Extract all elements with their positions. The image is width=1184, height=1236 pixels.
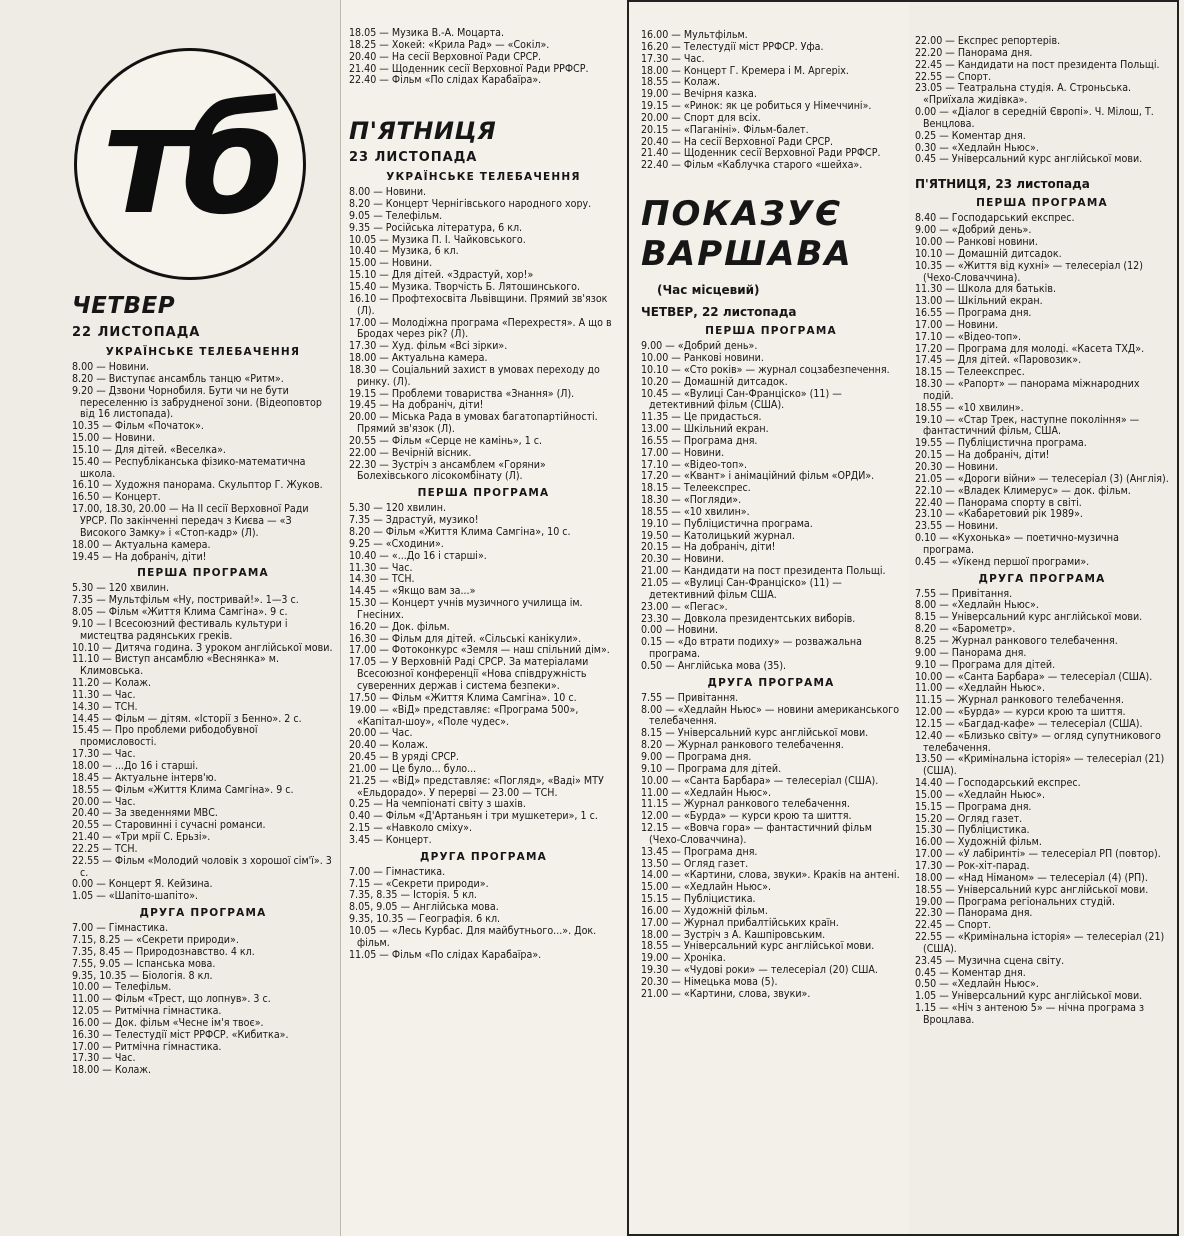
program-item: 1.05 — «Шапіто-шапіто». [72, 890, 199, 903]
program-item: 10.35 — Фільм «Початок». [72, 420, 204, 433]
program-item: 11.30 — Час. [72, 688, 136, 701]
program-item: 8.25 — Журнал ранкового телебачення. [915, 634, 1118, 647]
program-item: 21.40 — Щоденник сесії Верховної Ради РРФСР. [349, 62, 589, 75]
program-item: 9.10 — І Всесоюзний фестиваль культури і мистецтва радянських греків. [72, 617, 291, 642]
program-item: 19.00 — Програма регіональних студій. [915, 895, 1116, 908]
program-item: 22.55 — Фільм «Молодий чоловік з хорошої сім'ї». 3 с. [72, 854, 335, 879]
program-item: 22.30 — Панорама дня. [915, 907, 1033, 920]
program-item: 8.00 — «Хедлайн Ньюс». [915, 599, 1039, 612]
program-item: 15.20 — Огляд газет. [915, 812, 1023, 825]
program-item: 18.30 — Соціальний захист в умовах переходу до ринку. (Л). [349, 363, 603, 388]
program-item: 7.35 — Здрастуй, музико! [349, 514, 479, 527]
program-item: 15.00 — Новини. [349, 257, 433, 270]
program-item: 16.10 — Профтехосвіта Львівщини. Прямий зв'язок (Л). [349, 292, 611, 317]
program-item: 3.45 — Концерт. [349, 833, 432, 846]
program-item: 5.30 — 120 хвилин. [72, 582, 170, 595]
program-item: 18.55 — Універсальний курс англійської мови. [641, 940, 875, 953]
program-item: 20.40 — За зведеннями МВС. [72, 807, 218, 820]
program-item: 21.05 — «Вулиці Сан-Франціско» (11) — детективний фільм США. [641, 577, 845, 601]
day-heading: П'ЯТНИЦЯ, 23 листопада [915, 177, 1090, 192]
program-section-title: ДРУГА ПРОГРАМА [707, 676, 835, 689]
program-item: 18.30 — «Рапорт» — панорама міжнародних подій. [915, 378, 1143, 402]
program-item: 11.00 — Фільм «Трест, що лопнув». 3 с. [72, 993, 271, 1006]
program-item: 8.05, 9.05 — Англійська мова. [349, 901, 499, 914]
program-item: 10.10 — Дитяча година. З уроком англійської мови. [72, 641, 333, 654]
program-item: 15.10 — Для дітей. «Здрастуй, хор!» [349, 269, 534, 282]
program-item: 16.30 — Телестудії міст РРФСР. «Кибитка». [72, 1028, 289, 1041]
program-item: 22.55 — Спорт. [915, 70, 992, 83]
warsaw-thursday-schedule [629, 30, 909, 1001]
program-item: 10.20 — Домашній дитсадок. [641, 375, 788, 388]
program-item: 22.40 — Панорама спорту в світі. [915, 496, 1082, 509]
day-heading: ЧЕТВЕР, 22 листопада [641, 305, 797, 320]
program-item: 21.00 — «Картини, слова, звуки». [641, 987, 811, 1000]
program-item: 12.05 — Ритмічна гімнастика. [72, 1005, 222, 1018]
program-item: 19.15 — Проблеми товариства «Знання» (Л). [349, 387, 575, 400]
program-item: 18.55 — Колаж. [641, 76, 721, 89]
program-item: 20.00 — Час. [72, 795, 136, 808]
program-item: 19.45 — На добраніч, діти! [349, 399, 484, 412]
program-item: 20.55 — Фільм «Серце не камінь», 1 с. [349, 434, 543, 447]
program-item: 21.05 — «Дороги війни» — телесеріал (3) (Англія). [915, 472, 1169, 485]
program-item: 17.00, 18.30, 20.00 — На II сесії Верховної Ради УРСР. По закінченні передач з Києва — «З Високого Замку» і «Стоп-кадр» (Л). [72, 503, 312, 539]
program-item: 18.00 — Актуальна камера. [349, 352, 488, 365]
program-item: 5.30 — 120 хвилин. [349, 502, 447, 515]
program-item: 11.35 — Це придасться. [641, 411, 762, 424]
program-items [349, 867, 618, 962]
program-item: 20.40 — Колаж. [349, 739, 429, 752]
program-item: 14.45 — Фільм — дітям. «Історії з Бенно». 2 с. [72, 712, 302, 725]
program-item: 18.05 — Музика В.-А. Моцарта. [349, 27, 505, 39]
program-item: 7.15, 8.25 — «Секрети природи». [72, 933, 239, 946]
column-friday-ukraine [340, 0, 626, 1236]
section-list [915, 196, 1169, 1027]
program-item: 22.30 — Зустріч з ансамблем «Горяни» Болехівського лісокомбінату (Л). [349, 458, 549, 483]
program-item: 23.05 — Театральна студія. А. Строньська. «Приїхала жидівка». [915, 82, 1135, 107]
program-item: 22.45 — Спорт. [915, 919, 992, 932]
program-item: 8.20 — Фільм «Життя Клима Самгіна», 10 с. [349, 526, 571, 538]
program-item: 1.05 — Універсальний курс англійської мови. [915, 990, 1143, 1003]
program-item: 9.10 — Програма для дітей. [641, 762, 782, 775]
program-item: 19.45 — На добраніч, діти! [72, 550, 207, 563]
program-item: 16.00 — Мультфільм. [641, 29, 748, 41]
program-item: 9.00 — «Добрий день». [641, 340, 758, 353]
program-item: 12.15 — «Вовча гора» — фантастичний фільм (Чехо-Словаччина). [641, 822, 875, 846]
program-item: 12.00 — «Бурда» — курси крою та шиття. [915, 706, 1126, 719]
program-item: 17.10 — «Відео-топ». [915, 330, 1022, 343]
program-item: 10.00 — Ранкові новини. [915, 235, 1038, 248]
tv-logo-circle [74, 48, 306, 280]
local-time-note: (Час місцевий) [657, 283, 760, 298]
program-item: 7.55 — Привітання. [915, 587, 1013, 600]
program-items [915, 213, 1169, 568]
program-item: 17.45 — Для дітей. «Паровозик». [915, 354, 1082, 367]
spacer [349, 87, 618, 117]
program-item: 11.00 — «Хедлайн Ньюс». [915, 682, 1045, 695]
program-item: 13.00 — Шкільний екран. [641, 423, 769, 436]
program-item: 16.20 — Телестудії міст РРФСР. Уфа. [641, 40, 824, 53]
day-heading: П'ЯТНИЦЯ [349, 117, 497, 146]
program-item: 18.00 — «Над Німаном» — телесеріал (4) (РП). [915, 871, 1148, 884]
program-item: 22.40 — Фільм «Каблучка старого «шейха». [641, 159, 863, 172]
program-item: 19.10 — Публіцистична програма. [641, 517, 813, 530]
program-section-title: УКРАЇНСЬКЕ ТЕЛЕБАЧЕННЯ [386, 171, 581, 184]
program-item: 17.20 — Програма для молоді. «Касета ТХД». [915, 342, 1145, 355]
program-item: 8.20 — Виступає ансамбль танцю «Ритм». [72, 372, 284, 385]
continued-list [641, 30, 901, 172]
program-item: 17.50 — Фільм «Життя Клима Самгіна». 10 с. [349, 691, 577, 704]
program-item: 22.00 — Вечірній вісник. [349, 446, 472, 459]
column-warsaw-thursday [627, 0, 909, 1236]
program-item: 21.00 — Це було... було... [349, 762, 477, 775]
program-item: 8.20 — Концерт Чернігівського народного хору. [349, 198, 592, 211]
program-item: 8.00 — «Хедлайн Ньюс» — новини американського телебачення. [641, 703, 903, 728]
program-item: 15.30 — Концерт учнів музичного училища ім. Гнесіних. [349, 597, 586, 621]
program-item: 18.00 — ...До 16 і старші. [72, 760, 199, 772]
program-item: 8.15 — Універсальний курс англійської мови. [915, 611, 1143, 624]
program-item: 19.30 — «Чудові роки» — телесеріал (20) США. [641, 964, 878, 977]
program-item: 14.00 — «Картини, слова, звуки». Краків на антені. [641, 869, 900, 882]
program-item: 8.00 — Новини. [72, 361, 150, 373]
program-item: 20.40 — На сесії Верховної Ради СРСР. [641, 135, 834, 148]
program-items [915, 589, 1169, 1027]
program-item: 15.40 — Республіканська фізико-математична школа. [72, 455, 309, 480]
program-item: 10.05 — «Лесь Курбас. Для майбутнього...». Док. фільм. [349, 925, 600, 949]
program-item: 0.30 — «Хедлайн Ньюс». [915, 141, 1039, 154]
program-item: 18.00 — Концерт Г. Кремера і М. Аргеріх. [641, 64, 849, 77]
program-item: 17.00 — Фотоконкурс «Земля — наш спільний дім». [349, 644, 610, 657]
program-item: 8.20 — Журнал ранкового телебачення. [641, 739, 844, 752]
program-item: 14.45 — «Якщо вам за...» [349, 585, 476, 598]
program-item: 0.00 — Концерт Я. Кейзина. [72, 878, 213, 891]
program-items [72, 362, 334, 563]
program-item: 17.30 — Рок-хіт-парад. [915, 860, 1030, 872]
program-item: 9.35, 10.35 — Географія. 6 кл. [349, 913, 501, 926]
program-item: 10.00 — «Санта Барбара» — телесеріал (США). [915, 670, 1153, 683]
program-item: 19.55 — Публіцистична програма. [915, 437, 1087, 450]
program-item: 23.30 — Довкола президентських виборів. [641, 612, 856, 625]
date-heading: 22 ЛИСТОПАДА [72, 325, 201, 340]
date-heading: 23 ЛИСТОПАДА [349, 150, 478, 166]
program-item: 18.45 — Актуальне інтерв'ю. [72, 771, 217, 784]
program-item: 15.45 — Про проблеми рибодобувної промисловості. [72, 724, 261, 749]
program-item: 0.50 — «Хедлайн Ньюс». [915, 978, 1039, 991]
program-items [349, 503, 618, 846]
program-section-title: ДРУГА ПРОГРАМА [978, 572, 1106, 585]
program-items [349, 187, 618, 483]
program-section-title: ПЕРША ПРОГРАМА [417, 487, 550, 500]
program-item: 0.45 — Коментар дня. [915, 966, 1026, 979]
program-item: 18.00 — Зустріч з А. Кашпіровським. [641, 928, 826, 941]
program-item: 15.00 — «Хедлайн Ньюс». [641, 881, 771, 894]
program-item: 21.00 — Кандидати на пост президента Польщі. [641, 565, 886, 578]
program-item: 11.30 — Час. [349, 561, 413, 574]
program-item: 20.55 — Старовинні і сучасні романси. [72, 819, 266, 832]
program-item: 15.00 — «Хедлайн Ньюс». [915, 788, 1045, 801]
program-item: 17.30 — Час. [72, 1052, 136, 1065]
program-item: 17.00 — Новини. [915, 318, 999, 331]
program-section-title: ДРУГА ПРОГРАМА [139, 907, 267, 920]
continued-list [349, 28, 618, 87]
program-item: 17.10 — «Відео-топ». [641, 458, 748, 471]
program-item: 20.30 — Новини. [641, 553, 725, 566]
program-item: 18.55 — «10 хвилин». [641, 505, 750, 518]
program-section-title: ПЕРША ПРОГРАМА [137, 567, 269, 580]
program-item: 18.00 — Актуальна камера. [72, 538, 211, 551]
program-item: 13.45 — Програма дня. [641, 845, 758, 858]
program-item: 11.15 — Журнал ранкового телебачення. [915, 694, 1124, 707]
day-heading: ЧЕТВЕР [72, 293, 176, 319]
program-item: 19.50 — Католицький журнал. [641, 529, 795, 542]
warsaw-title: ПОКАЗУЄ ВАРШАВА [641, 194, 853, 275]
program-item: 11.10 — Виступ ансамблю «Веснянка» м. Климовська. [72, 653, 283, 678]
program-item: 9.00 — «Добрий день». [915, 224, 1032, 237]
program-item: 23.55 — Новини. [915, 520, 999, 533]
program-item: 21.40 — «Три мрії С. Ерьзі». [72, 831, 211, 844]
program-item: 13.50 — «Кримінальна історія» — телесеріал (21) (США). [915, 753, 1168, 778]
program-item: 15.15 — Публіцистика. [641, 893, 756, 906]
program-item: 9.05 — Телефільм. [349, 209, 443, 222]
program-section-title: ДРУГА ПРОГРАМА [420, 850, 547, 863]
program-item: 23.45 — Музична сцена світу. [915, 954, 1065, 967]
program-item: 17.00 — Журнал прибалтійських країн. [641, 916, 839, 929]
program-item: 10.00 — Ранкові новини. [641, 351, 764, 364]
program-item: 2.15 — «Навколо сміху». [349, 822, 473, 835]
program-item: 16.00 — Художній фільм. [915, 836, 1042, 849]
program-item: 20.00 — Спорт для всіх. [641, 111, 761, 124]
program-item: 13.00 — Шкільний екран. [915, 295, 1043, 308]
program-item: 0.10 — «Кухонька» — поетично-музична програма. [915, 532, 1122, 556]
program-item: 17.30 — Худ. фільм «Всі зірки». [349, 340, 508, 353]
program-item: 22.55 — «Кримінальна історія» — телесеріал (21) (США). [915, 931, 1168, 955]
section-list [641, 324, 901, 1001]
column-thursday-ukraine [0, 0, 340, 1236]
program-item: 7.55, 9.05 — Іспанська мова. [72, 957, 216, 970]
program-item: 10.00 — «Санта Барбара» — телесеріал (США). [641, 774, 879, 787]
program-item: 22.45 — Кандидати на пост президента Польщі. [915, 58, 1160, 71]
column-warsaw-friday [909, 0, 1179, 1236]
program-item: 20.30 — Німецька мова (5). [641, 976, 778, 988]
program-item: 12.00 — «Бурда» — курси крою та шиття. [641, 810, 852, 823]
program-item: 18.30 — «Погляди». [641, 494, 742, 507]
program-item: 20.15 — На добраніч, діти! [641, 541, 776, 554]
program-item: 10.00 — Телефільм. [72, 981, 172, 994]
program-item: 0.25 — Коментар дня. [915, 129, 1026, 142]
program-item: 0.45 — «Уїкенд першої програми». [915, 555, 1090, 568]
program-item: 22.40 — Фільм «По слідах Карабаїра». [349, 74, 542, 87]
program-item: 10.40 — Музика, 6 кл. [349, 245, 459, 258]
program-item: 19.00 — Хроніка. [641, 952, 726, 965]
tv-logo-text: тб [103, 74, 279, 248]
program-item: 0.00 — Новини. [641, 624, 719, 637]
program-item: 15.15 — Програма дня. [915, 800, 1032, 813]
program-item: 7.00 — Гімнастика. [72, 922, 169, 935]
program-item: 14.30 — ТСН. [349, 573, 415, 586]
program-item: 7.35, 8.35 — Історія. 5 кл. [349, 889, 477, 902]
program-item: 8.05 — Фільм «Життя Клима Самгіна». 9 с. [72, 606, 288, 619]
program-item: 18.55 — Універсальний курс англійської мови. [915, 883, 1149, 896]
program-item: 10.35 — «Життя від кухні» — телесеріал (12) (Чехо-Словаччина). [915, 259, 1146, 284]
program-item: 9.10 — Програма для дітей. [915, 658, 1056, 671]
program-item: 15.30 — Публіцистика. [915, 824, 1030, 837]
program-items [72, 923, 334, 1077]
continued-list [915, 36, 1169, 166]
program-item: 19.00 — «ВіД» представляє: «Програма 500», «Капітал-шоу», «Поле чудес». [349, 703, 582, 728]
program-item: 20.15 — На добраніч, діти! [915, 449, 1050, 462]
program-item: 17.00 — Молодіжна програма «Перехрестя». А що в Бродах через рік? (Л). [349, 316, 615, 341]
program-item: 9.20 — Дзвони Чорнобиля. Бути чи не бути переселенню із забрудненої зони. (Відеоповтор від 16 листопада). [72, 384, 325, 421]
program-item: 15.10 — Для дітей. «Веселка». [72, 443, 226, 456]
program-item: 20.00 — Час. [349, 727, 413, 740]
program-items [641, 693, 901, 1001]
program-item: 12.15 — «Багдад-кафе» — телесеріал (США). [915, 717, 1143, 730]
thursday-schedule [0, 292, 340, 1077]
program-item: 17.20 — «Квант» і анімаційний фільм «ОРДИ». [641, 470, 875, 483]
program-item: 7.00 — Гімнастика. [349, 865, 446, 878]
program-item: 19.15 — «Ринок: як це робиться у Німеччині». [641, 100, 872, 113]
program-item: 11.20 — Колаж. [72, 677, 152, 690]
program-item: 21.40 — Щоденник сесії Верховної Ради РРФСР. [641, 147, 881, 160]
program-item: 20.40 — На сесії Верховної Ради СРСР. [349, 50, 542, 63]
program-item: 17.30 — Час. [72, 748, 136, 761]
program-item: 15.00 — Новини. [72, 432, 156, 445]
program-item: 10.05 — Музика П. І. Чайковського. [349, 233, 526, 246]
program-item: 0.50 — Англійська мова (35). [641, 659, 787, 672]
program-item: 23.00 — «Пегас». [641, 600, 728, 613]
program-items [641, 341, 901, 673]
section-list [349, 170, 618, 961]
program-item: 11.30 — Школа для батьків. [915, 283, 1056, 296]
program-item: 10.10 — «Сто років» — журнал соцзабезпечення. [641, 363, 890, 376]
program-item: 19.00 — Вечірня казка. [641, 88, 757, 101]
program-items [72, 583, 334, 903]
program-item: 17.00 — Ритмічна гімнастика. [72, 1040, 222, 1053]
program-item: 0.25 — На чемпіонаті світу з шахів. [349, 798, 526, 811]
program-section-title: ПЕРША ПРОГРАМА [976, 197, 1108, 210]
section-list [72, 345, 334, 1077]
program-item: 7.35, 8.45 — Природознавство. 4 кл. [72, 945, 255, 958]
program-item: 18.15 — Телеекспрес. [915, 366, 1025, 379]
program-item: 9.00 — Програма дня. [641, 750, 752, 763]
program-item: 16.00 — Док. фільм «Чесне ім'я твоє». [72, 1016, 264, 1029]
program-item: 8.15 — Універсальний курс англійської мови. [641, 727, 869, 740]
program-item: 11.05 — Фільм «По слідах Карабаїра». [349, 948, 542, 961]
program-item: 22.00 — Експрес репортерів. [915, 35, 1061, 47]
program-item: 20.45 — В уряді СРСР. [349, 751, 459, 764]
program-item: 10.45 — «Вулиці Сан-Франціско» (11) — детективний фільм (США). [641, 387, 845, 412]
program-item: 22.20 — Панорама дня. [915, 46, 1033, 59]
program-item: 18.00 — Колаж. [72, 1064, 152, 1077]
warsaw-friday-schedule [909, 36, 1177, 1027]
program-item: 7.55 — Привітання. [641, 691, 739, 704]
program-section-title: ПЕРША ПРОГРАМА [705, 325, 837, 338]
program-item: 9.35, 10.35 — Біологія. 8 кл. [72, 969, 213, 982]
spacer [641, 172, 901, 194]
program-item: 10.40 — «...До 16 і старші». [349, 549, 487, 562]
program-item: 20.00 — Міська Рада в умовах багатопартійності. Прямий зв'язок (Л). [349, 411, 601, 436]
program-item: 10.10 — Домашній дитсадок. [915, 247, 1062, 260]
program-item: 0.40 — Фільм «Д'Артаньян і три мушкетери», 1 с. [349, 810, 598, 823]
program-item: 20.30 — Новини. [915, 461, 999, 473]
program-item: 7.35 — Мультфільм «Ну, постривай!». 1—3 с. [72, 594, 299, 607]
friday-schedule [341, 28, 626, 962]
program-item: 8.00 — Новини. [349, 186, 427, 199]
program-item: 1.15 — «Ніч з антеною 5» — нічна програма з Вроцлава. [915, 1002, 1148, 1026]
program-item: 16.10 — Художня панорама. Скульптор Г. Жуков. [72, 479, 323, 492]
program-item: 13.50 — Огляд газет. [641, 857, 749, 870]
program-item: 18.15 — Телеекспрес. [641, 482, 751, 495]
program-item: 23.10 — «Кабаретовий рік 1989». [915, 508, 1083, 521]
program-item: 16.20 — Док. фільм. [349, 620, 450, 633]
program-item: 16.50 — Концерт. [72, 491, 161, 504]
program-item: 17.00 — «У лабіринті» — телесеріал РП (повтор). [915, 848, 1161, 861]
program-item: 16.00 — Художній фільм. [641, 904, 768, 917]
spacer [915, 166, 1169, 176]
program-item: 0.00 — «Діалог в середній Європі». Ч. Мілош, Т. Венцлова. [915, 106, 1157, 130]
program-item: 21.25 — «ВіД» представляє: «Погляд», «Ваді» МТУ «Ельдорадо». У перерві — 23.00 — ТСН. [349, 774, 607, 799]
program-item: 18.25 — Хокей: «Крила Рад» — «Сокіл». [349, 38, 550, 51]
program-item: 18.55 — Фільм «Життя Клима Самгіна». 9 с. [72, 783, 294, 796]
program-item: 14.30 — ТСН. [72, 700, 138, 713]
program-item: 0.15 — «До втрати подиху» — розважальна програма. [641, 636, 865, 661]
program-item: 17.00 — Новини. [641, 446, 725, 459]
program-item: 17.05 — У Верховній Раді СРСР. За матеріалами Всесоюзної конференції «Нова співдружність суверенних держав і система безпеки». [349, 656, 592, 692]
program-item: 11.00 — «Хедлайн Ньюс». [641, 786, 771, 799]
program-item: 7.15 — «Секрети природи». [349, 877, 489, 890]
program-item: 15.40 — Музика. Творчість Б. Лятошинського. [349, 280, 580, 293]
program-item: 9.00 — Панорама дня. [915, 646, 1027, 659]
program-item: 8.40 — Господарський експрес. [915, 212, 1075, 225]
program-item: 22.10 — «Владек Климерус» — док. фільм. [915, 484, 1131, 497]
program-item: 17.30 — Час. [641, 52, 705, 65]
program-item: 12.40 — «Близько світу» — огляд супутникового телебачення. [915, 729, 1164, 754]
program-item: 18.55 — «10 хвилин». [915, 401, 1024, 414]
program-item: 0.45 — Універсальний курс англійської мови. [915, 153, 1143, 166]
program-section-title: УКРАЇНСЬКЕ ТЕЛЕБАЧЕННЯ [105, 346, 301, 358]
program-item: 20.15 — «Паганіні». Фільм-балет. [641, 123, 809, 136]
program-item: 16.55 — Програма дня. [641, 434, 758, 447]
program-item: 9.25 — «Сходини». [349, 537, 444, 550]
program-item: 19.10 — «Стар Трек, наступне покоління» — фантастичний фільм, США. [915, 413, 1143, 438]
program-item: 14.40 — Господарський експрес. [915, 777, 1081, 790]
program-item: 11.15 — Журнал ранкового телебачення. [641, 798, 850, 811]
program-item: 9.35 — Російська література, 6 кл. [349, 221, 523, 234]
program-item: 16.30 — Фільм для дітей. «Сільські канікули». [349, 632, 582, 645]
program-item: 22.25 — ТСН. [72, 842, 138, 855]
program-item: 8.20 — «Барометр». [915, 623, 1016, 636]
program-item: 16.55 — Програма дня. [915, 307, 1032, 320]
